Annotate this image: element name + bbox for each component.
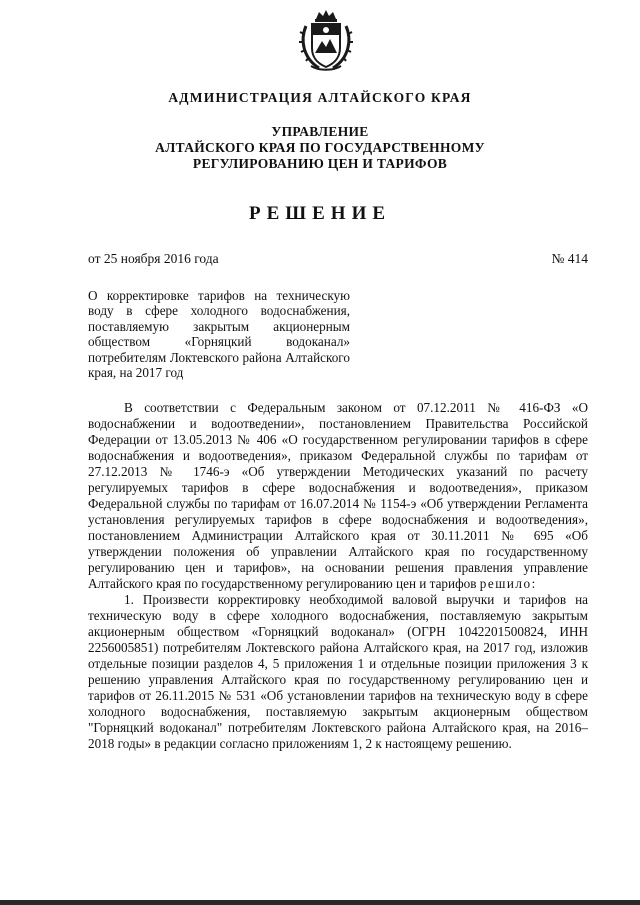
document-body bbox=[88, 400, 588, 752]
preamble-text: В соответствии с Федеральным законом от 07.12.2011 № 416-ФЗ «О водоснабжении и водоотведении», постановлением Правительства Российской Федерации от 13.05.2013 № 406 «О государственном регулировании тарифов в сфере водоснабжения и водоотведения», приказом Федеральной службы по тарифам от 27.12.2013 № 1746-э «Об утверждении Методических указаний по расчету регулируемых тарифов в сфере водоснабжения и водоотведения», приказом Федеральной службы по тарифам от 16.07.2014 № 1154-э «Об утверждении Регламента установления регулируемых тарифов в сфере водоснабжения и водоотведения», постановлением Администрации Алтайского края от 30.11.2011 № 695 «Об утверждении положения об управлении Алтайского края по государственному регулированию цен и тарифов», на основании решения правления управление Алтайского края по государственному регулированию цен и тарифов bbox=[88, 400, 588, 591]
altai-coat-of-arms-icon bbox=[297, 8, 355, 74]
department-line: АЛТАЙСКОГО КРАЯ ПО ГОСУДАРСТВЕННОМУ bbox=[155, 140, 485, 155]
administration-title: АДМИНИСТРАЦИЯ АЛТАЙСКОГО КРАЯ bbox=[168, 90, 472, 105]
department-title bbox=[0, 124, 640, 172]
scan-bottom-edge bbox=[0, 900, 640, 905]
document-date: от 25 ноября 2016 года bbox=[88, 251, 219, 266]
preamble-paragraph bbox=[88, 400, 588, 592]
document-subject: О корректировке тарифов на техническую воду в сфере холодного водоснабжения, поставляемую закрытым акционерным обществом «Горняцкий водоканал» потребителям Локтевского района Алтайского края, на 2017 год bbox=[88, 288, 350, 381]
item-1-paragraph: 1. Произвести корректировку необходимой валовой выручки и тарифов на техническую воду в сфере холодного водоснабжения, поставляемую закрытым акционерным обществом «Горняцкий водоканал» (ОГРН 1042201500824, ИНН 2256005851) потребителям Локтевского района Алтайского края, на 2017 год, изложив отдельные позиции разделов 4, 5 приложения 1 и отдельные позиции приложения 3 к решению управления Алтайского края по государственному регулированию цен и тарифов от 26.11.2015 № 531 «Об установлении тарифов на техническую воду в сфере холодного водоснабжения, поставляемую закрытым акционерным обществом "Горняцкий водоканал" потребителям Локтевского района Алтайского края, на 2016–2018 годы» в редакции согласно приложениям 1, 2 к настоящему решению. bbox=[88, 592, 588, 751]
decided-word: решило: bbox=[479, 576, 537, 591]
department-line: УПРАВЛЕНИЕ bbox=[271, 124, 369, 139]
document-number: № 414 bbox=[551, 251, 588, 266]
department-line: РЕГУЛИРОВАНИЮ ЦЕН И ТАРИФОВ bbox=[192, 156, 448, 171]
document-title: РЕШЕНИЕ bbox=[248, 203, 392, 224]
